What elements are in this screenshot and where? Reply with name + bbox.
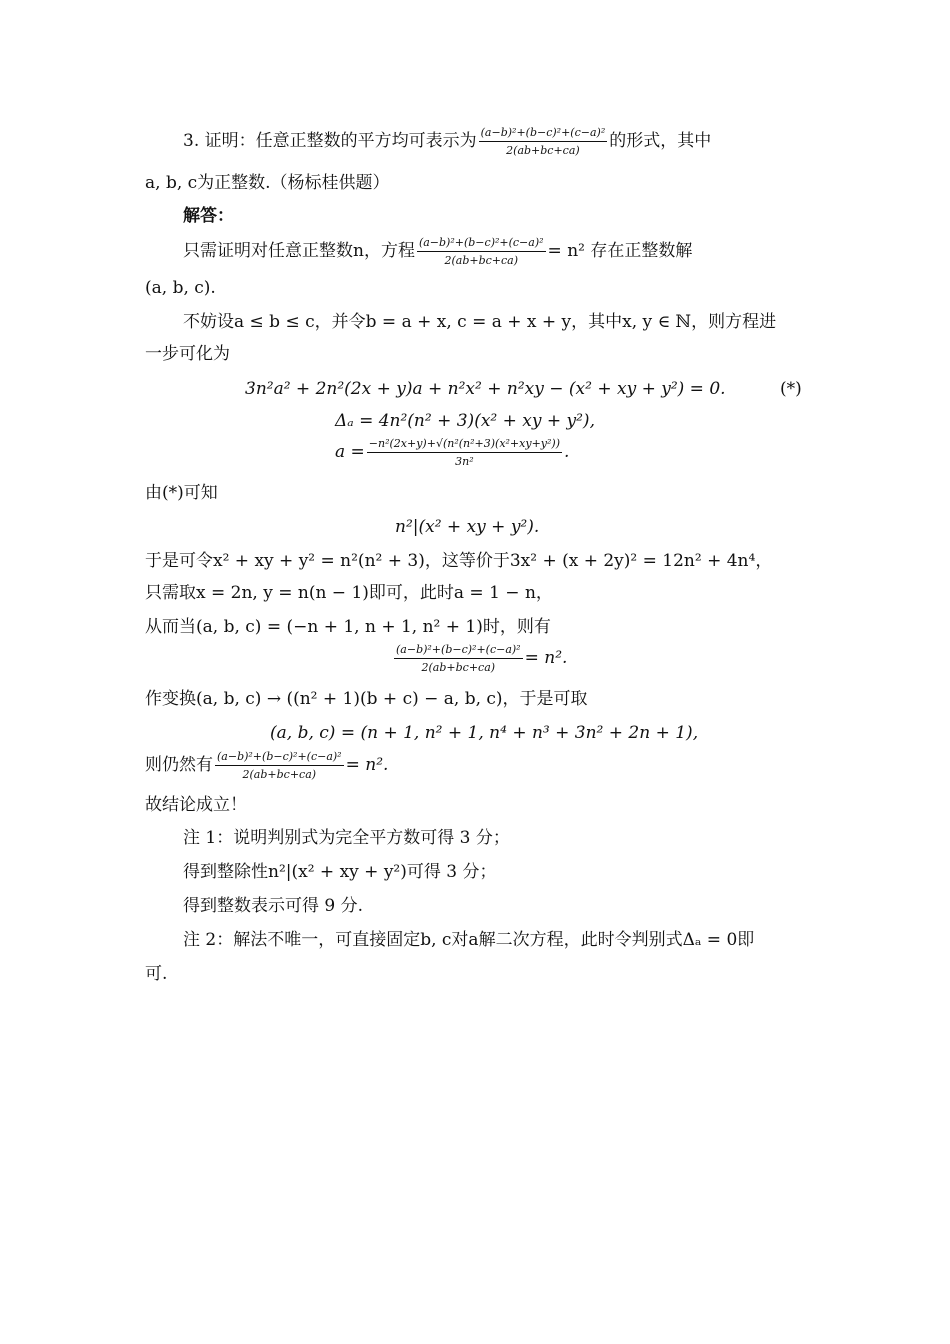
- fraction-numerator: (a−b)²+(b−c)²+(c−a)²: [217, 750, 342, 763]
- note-1: 注 1：说明判别式为完全平方数可得 3 分；: [183, 828, 510, 848]
- solution-line-5: 只需取x = 2n, y = n(n − 1)即可，此时a = 1 − n，: [145, 583, 553, 603]
- solution-line-2b: 一步可化为: [145, 344, 230, 364]
- problem-line-1: [183, 126, 711, 157]
- fraction-denominator: 3n²: [367, 452, 562, 468]
- solution-line-7: 作变换(a, b, c) → ((n² + 1)(b + c) − a, b, c)，于是可取: [145, 689, 588, 709]
- problem-fraction: [479, 126, 608, 157]
- eq5-rhs: = n².: [524, 648, 568, 668]
- note-5: 可.: [145, 964, 168, 984]
- eq5-fraction: [394, 643, 523, 674]
- fraction-denominator: 2(ab+bc+ca): [479, 141, 608, 157]
- eq8-rhs: = n².: [345, 755, 389, 775]
- equation-5: [392, 643, 567, 674]
- equation-3: [335, 437, 569, 468]
- solution-line-2a: 不妨设a ≤ b ≤ c，并令b = a + x, c = a + x + y，其中x, y ∈ ℕ，则方程进: [183, 312, 777, 332]
- fraction-denominator: 2(ab+bc+ca): [394, 658, 523, 674]
- note-2: 得到整除性n²|(x² + xy + y²)可得 3 分；: [183, 862, 497, 882]
- fraction-denominator: 2(ab+bc+ca): [417, 251, 546, 267]
- fraction-denominator: 2(ab+bc+ca): [215, 765, 344, 781]
- eq3-fraction: [367, 437, 562, 468]
- problem-text-pre: 证明：任意正整数的平方均可表示为: [204, 131, 477, 151]
- equation-2: Δₐ = 4n²(n² + 3)(x² + xy + y²),: [335, 411, 595, 431]
- solution-text: = n² 存在正整数解: [547, 241, 693, 261]
- solution-line-9: 故结论成立！: [145, 795, 247, 815]
- eq3-end: .: [564, 442, 570, 462]
- solution-text: 则仍然有: [145, 755, 213, 775]
- solution-line-8: [145, 750, 388, 781]
- equation-1: 3n²a² + 2n²(2x + y)a + n²x² + n²xy − (x² + xy + y²) = 0.: [245, 379, 726, 399]
- eq3-lhs: a =: [335, 442, 365, 462]
- problem-text-post: 的形式，其中: [609, 131, 712, 151]
- fraction-numerator: −n²(2x+y)+√(n²(n²+3)(x²+xy+y²)): [368, 437, 560, 450]
- equation-1-tag: (*): [780, 379, 802, 399]
- solution-line-4: 于是可令x² + xy + y² = n²(n² + 3)，这等价于3x² + (x + 2y)² = 12n² + 4n⁴，: [145, 551, 773, 571]
- solution-fraction: [417, 236, 546, 267]
- answer-label: 解答：: [183, 206, 234, 226]
- problem-line-2: a, b, c为正整数.（杨标桂供题）: [145, 173, 390, 193]
- solution-line-1b: (a, b, c).: [145, 278, 216, 298]
- eq8-fraction: [215, 750, 344, 781]
- solution-line-6: 从而当(a, b, c) = (−n + 1, n + 1, n² + 1)时，则有: [145, 617, 551, 637]
- equation-4: n²|(x² + xy + y²).: [395, 517, 540, 537]
- solution-line-1: [183, 236, 692, 267]
- fraction-numerator: (a−b)²+(b−c)²+(c−a)²: [480, 126, 606, 139]
- solution-line-3: 由(*)可知: [145, 483, 218, 503]
- note-4: 注 2：解法不唯一，可直接固定b, c对a解二次方程，此时令判别式Δₐ = 0即: [183, 930, 755, 950]
- fraction-numerator: (a−b)²+(b−c)²+(c−a)²: [396, 643, 521, 656]
- problem-number: 3.: [183, 131, 200, 151]
- solution-text: 只需证明对任意正整数n，方程: [183, 241, 415, 261]
- equation-6: (a, b, c) = (n + 1, n² + 1, n⁴ + n³ + 3n² + 2n + 1),: [270, 723, 699, 743]
- note-3: 得到整数表示可得 9 分.: [183, 896, 364, 916]
- fraction-numerator: (a−b)²+(b−c)²+(c−a)²: [418, 236, 544, 249]
